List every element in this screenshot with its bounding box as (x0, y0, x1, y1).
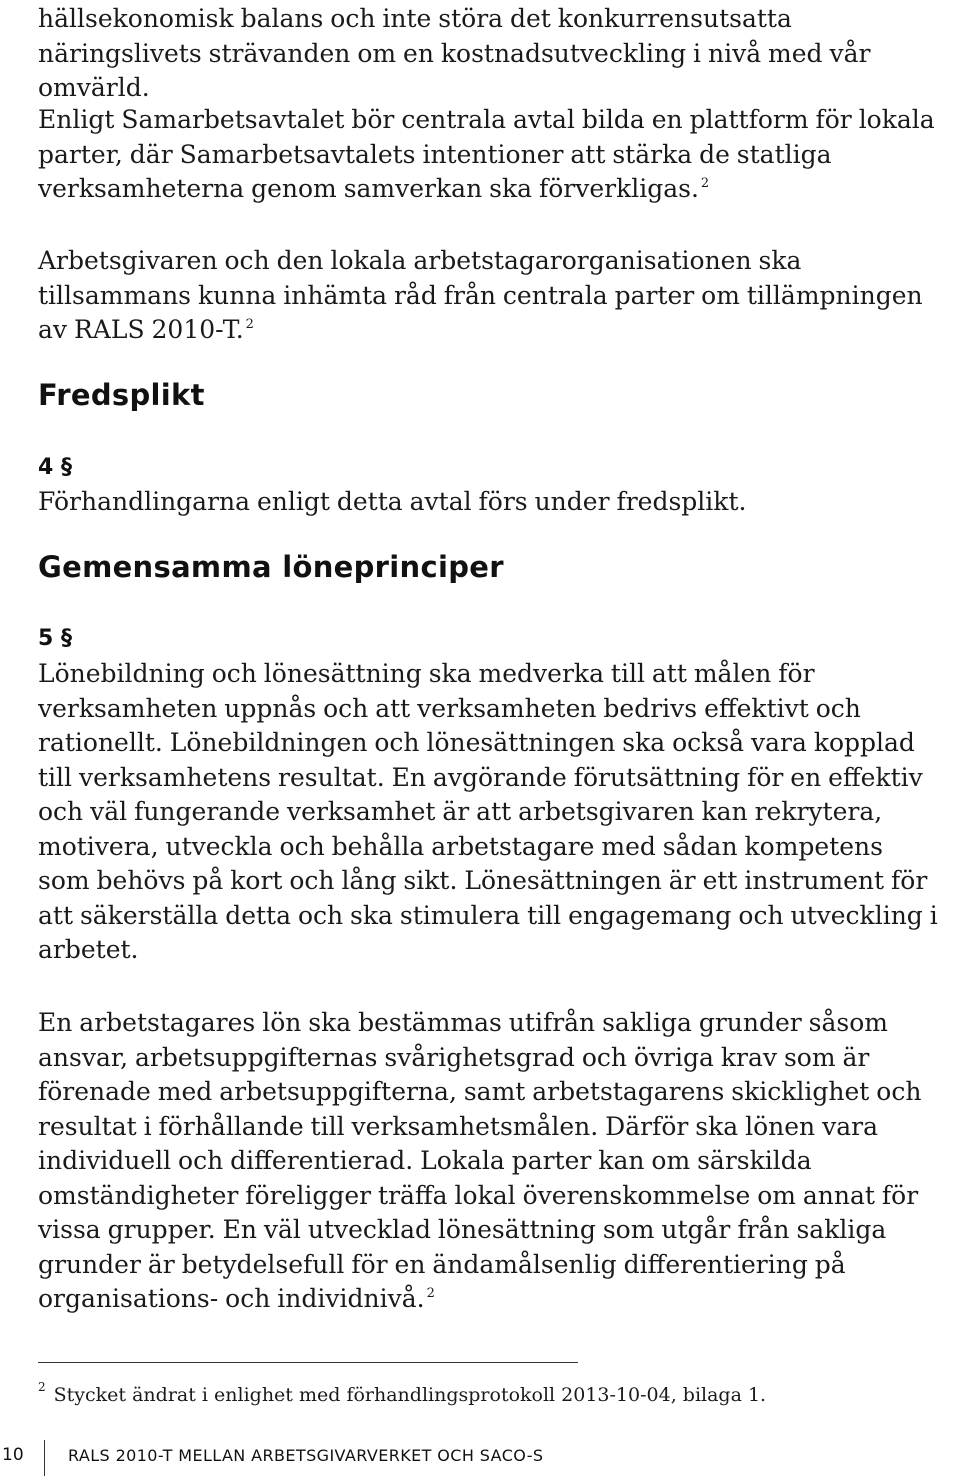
paragraph-intro (38, 2, 938, 106)
page-number: 10 (2, 1445, 24, 1465)
footnote-text: Stycket ändrat i enlighet med förhandlingsprotokoll 2013-10-04, bilaga 1. (53, 1384, 767, 1406)
page-footer (0, 1440, 960, 1476)
footnote (38, 1382, 938, 1408)
section-number-5: 5 § (38, 626, 72, 651)
section-heading-loneprinciper: Gemensamma löneprinciper (38, 550, 504, 584)
paragraph-inhamta-rad (38, 244, 938, 348)
paragraph-arbetstagares-lon (38, 1006, 938, 1317)
footnote-reference[interactable]: 2 (700, 176, 710, 191)
paragraph-lonebildning-text: Lönebildning och lönesättning ska medverka till att målen för verksamheten uppnås och att verksamheten bedrivs effektivt och rationellt. Lönebildningen och lönesättningen ska också vara kopplad till verksamhetens resultat. En avgörande förutsättning för en effektiv och väl fungerande verksamhet är att arbetsgivaren kan rekrytera, motivera, utveckla och behålla arbetstagare med sådan kompetens som behövs på kort och lång sikt. Lönesättningen är ett instrument för att säkerställa detta och ska stimulera till engagemang och utveckling i arbetet. (38, 659, 938, 964)
footnote-reference[interactable]: 2 (245, 317, 254, 332)
footnote-marker: 2 (38, 1380, 46, 1394)
footnote-reference[interactable]: 2 (426, 1286, 435, 1301)
paragraph-fredsplikt (38, 485, 938, 520)
paragraph-intro-text: hällsekonomisk balans och inte störa det konkurrensutsatta näringslivets strävanden om en kostnadsutveckling i nivå med vår omvärld. (38, 4, 871, 102)
paragraph-lonebildning (38, 657, 938, 968)
paragraph-fredsplikt-text: Förhandlingarna enligt detta avtal förs under fredsplikt. (38, 487, 747, 516)
footnote-divider (38, 1362, 578, 1363)
paragraph-samarbetsavtal (38, 103, 938, 207)
running-title: RALS 2010-T MELLAN ARBETSGIVARVERKET OCH SACO-S (68, 1446, 544, 1465)
section-number-4: 4 § (38, 455, 72, 480)
footer-divider (44, 1440, 45, 1476)
paragraph-arbetstagares-lon-text: En arbetstagares lön ska bestämmas utifrån sakliga grunder såsom ansvar, arbetsuppgifternas svårighetsgrad och övriga krav som är förenade med arbetsuppgifterna, samt arbetstagarens skicklighet och resultat i förhållande till verksamhetsmålen. Därför ska lönen vara individuell och differentierad. Lokala parter kan om särskilda omständigheter föreligger träffa lokal överenskommelse om annat för vissa grupper. En väl utvecklad lönesättning som utgår från sakliga grunder är betydelsefull för en ändamålsenlig differentiering på organisations- och individnivå. (38, 1008, 922, 1313)
section-heading-fredsplikt: Fredsplikt (38, 378, 205, 412)
paragraph-samarbetsavtal-text: Enligt Samarbetsavtalet bör centrala avtal bilda en plattform för lokala parter, där Samarbetsavtalets intentioner att stärka de statliga verksamheterna genom samverkan ska förverkligas. (38, 105, 935, 203)
paragraph-inhamta-rad-text: Arbetsgivaren och den lokala arbetstagarorganisationen ska tillsammans kunna inhämta råd från centrala parter om tillämpningen av RALS 2010-T. (38, 246, 923, 344)
